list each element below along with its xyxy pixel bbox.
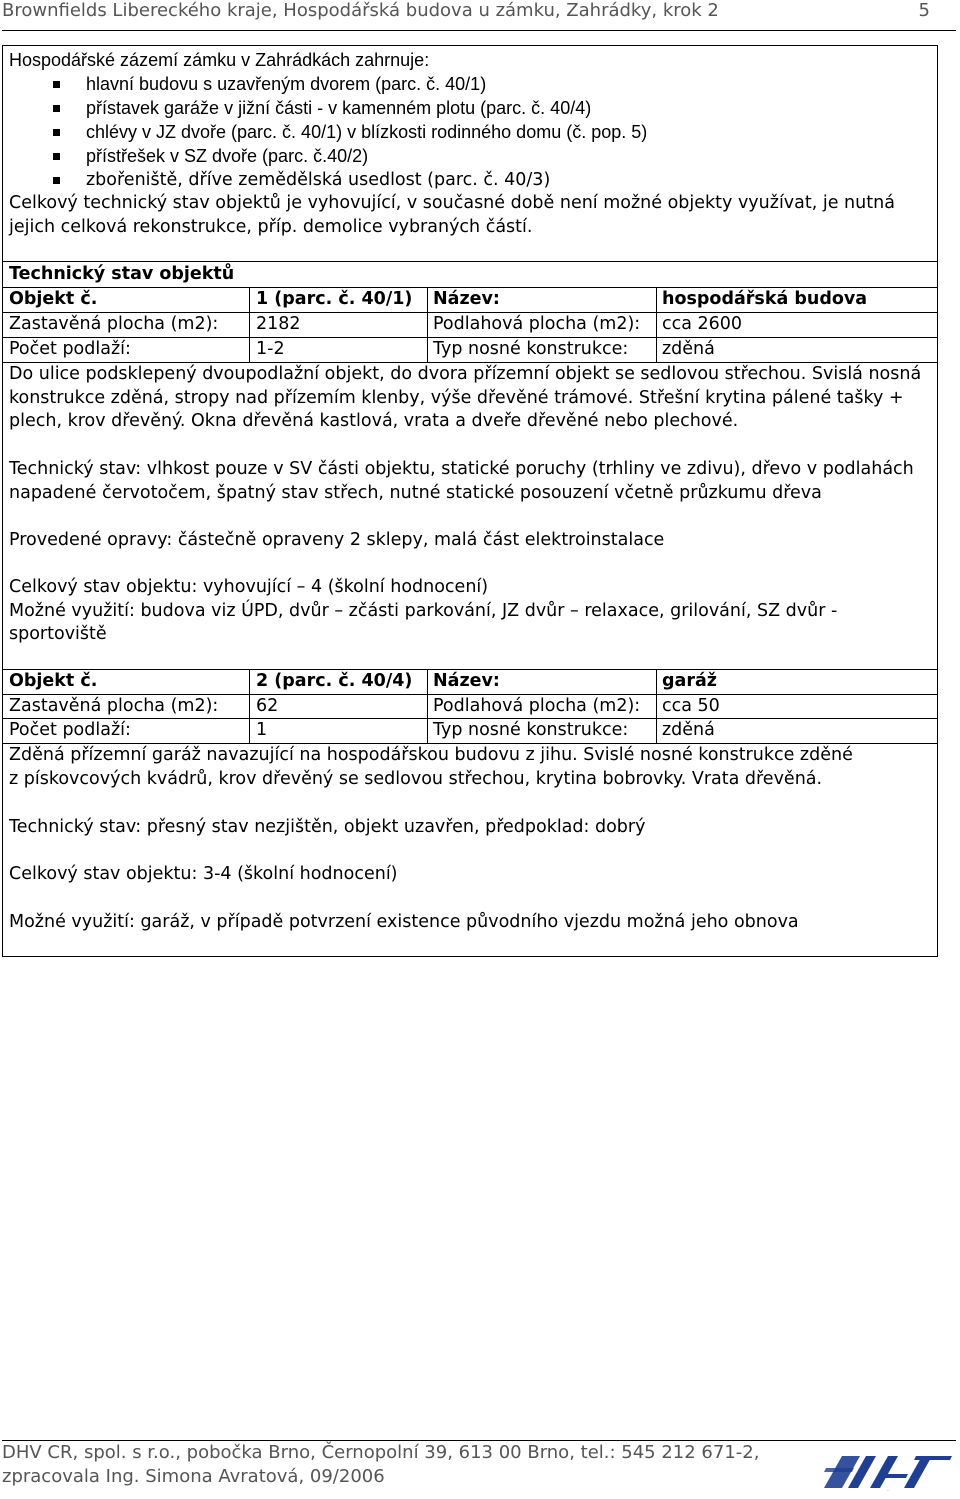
- built-area-label: Zastavěná plocha (m2):: [9, 696, 219, 716]
- divider: [3, 337, 937, 338]
- bullet-icon: [53, 105, 60, 112]
- object-1-description: Do ulice podsklepený dvoupodlažní objekt, do dvora přízemní objekt se sedlovou střechou. Svislá nosná konstrukce zděná, stropy nad přízemím klenby, výše dřevěné trámové. Střešní krytina pálené tašky + plech, krov dřevěný. Okna dřevěná kastlová, vrata a dveře dřevěné nebo plechové.: [9, 364, 922, 431]
- floors-value: 1: [256, 720, 268, 740]
- bullet-icon: [53, 177, 60, 184]
- object-2-usage: Možné využití: garáž, v případě potvrzení existence původního vjezdu možná jeho obnova: [9, 912, 799, 932]
- object-label: Objekt č.: [9, 671, 98, 691]
- header-title: Brownfields Libereckého kraje, Hospodářská budova u zámku, Zahrádky, krok 2: [2, 0, 719, 21]
- bullet-icon: [53, 153, 60, 160]
- footer-author: zpracovala Ing. Simona Avratová, 09/2006: [2, 1466, 385, 1487]
- structure-label: Typ nosné konstrukce:: [433, 720, 629, 740]
- footer-address: DHV CR, spol. s r.o., pobočka Brno, Černopolní 39, 613 00 Brno, tel.: 545 212 671-2,: [2, 1442, 760, 1463]
- built-area-label: Zastavěná plocha (m2):: [9, 314, 219, 334]
- bullet-icon: [53, 81, 60, 88]
- summary-line: Celkový technický stav objektů je vyhovující, v současné době není možné objekty využívat, je nutná: [9, 193, 895, 213]
- list-item: přístavek garáže v jižní části - v kamenném plotu (parc. č. 40/4): [86, 98, 591, 119]
- structure-value: zděná: [662, 339, 715, 359]
- floor-area-label: Podlahová plocha (m2):: [433, 314, 641, 334]
- logo-text: DHV: [887, 1491, 890, 1492]
- section-title: Technický stav objektů: [9, 264, 235, 284]
- list-item: chlévy v JZ dvoře (parc. č. 40/1) v blízkosti rodinného domu (č. pop. 5): [86, 122, 647, 143]
- bullet-icon: [53, 129, 60, 136]
- page-header: [2, 0, 956, 31]
- page-number: 5: [918, 0, 930, 21]
- divider: [3, 718, 937, 719]
- object-number: 2 (parc. č. 40/4): [256, 671, 413, 691]
- floor-area-label: Podlahová plocha (m2):: [433, 696, 641, 716]
- floor-area-value: cca 2600: [662, 314, 743, 334]
- name-label: Název:: [433, 289, 500, 309]
- content-frame: [2, 45, 938, 957]
- divider: [427, 287, 428, 362]
- floors-label: Počet podlaží:: [9, 339, 131, 359]
- object-name: garáž: [662, 671, 717, 691]
- intro-lead: Hospodářské zázemí zámku v Zahrádkách zahrnuje:: [9, 50, 430, 70]
- object-number: 1 (parc. č. 40/1): [256, 289, 413, 309]
- divider: [427, 669, 428, 743]
- page-footer: [2, 1440, 956, 1489]
- divider: [656, 669, 657, 743]
- divider: [3, 669, 937, 670]
- floor-area-value: cca 50: [662, 696, 720, 716]
- divider: [3, 261, 937, 262]
- divider: [3, 312, 937, 313]
- divider: [249, 287, 250, 362]
- divider: [3, 694, 937, 695]
- list-item: hlavní budovu s uzavřeným dvorem (parc. č. 40/1): [86, 74, 486, 95]
- built-area-value: 62: [256, 696, 279, 716]
- object-2-technical-state: Technický stav: přesný stav nezjištěn, objekt uzavřen, předpoklad: dobrý: [9, 817, 646, 837]
- object-1-technical-state: Technický stav: vlhkost pouze v SV části objektu, statické poruchy (trhliny ve zdivu), dřevo v podlahách napadené červotočem, špatný stav střech, nutné statické posouzení včetně průzkumu dřeva: [9, 459, 914, 503]
- object-1-repairs: Provedené opravy: částečně opraveny 2 sklepy, malá část elektroinstalace: [9, 530, 665, 550]
- list-item: zbořeniště, dříve zemědělská usedlost (parc. č. 40/3): [86, 170, 550, 190]
- intro-block: [3, 46, 937, 260]
- divider: [3, 287, 937, 288]
- object-1-overall: Celkový stav objektu: vyhovující – 4 (školní hodnocení) Možné využití: budova viz ÚPD, dvůr – zčásti parkování, JZ dvůr – relaxace, grilování, SZ dvůr - sportoviště: [9, 577, 838, 644]
- floors-value: 1-2: [256, 339, 285, 359]
- object-label: Objekt č.: [9, 289, 98, 309]
- object-2-description: Zděná přízemní garáž navazující na hospodářskou budovu z jihu. Svislé nosné konstrukce zděné z pískovcových kvádrů, krov dřevěný se sedlovou střechou, krytina bobrovky. Vrata dřevěná.: [9, 745, 853, 789]
- built-area-value: 2182: [256, 314, 301, 334]
- object-name: hospodářská budova: [662, 289, 868, 309]
- summary-line: jejich celková rekonstrukce, příp. demolice vybraných částí.: [9, 217, 533, 237]
- name-label: Název:: [433, 671, 500, 691]
- structure-label: Typ nosné konstrukce:: [433, 339, 629, 359]
- list-item: přístřešek v SZ dvoře (parc. č.40/2): [86, 146, 368, 167]
- object-2-overall: Celkový stav objektu: 3-4 (školní hodnocení): [9, 864, 398, 884]
- divider: [656, 287, 657, 362]
- divider: [249, 669, 250, 743]
- structure-value: zděná: [662, 720, 715, 740]
- dhv-logo-icon: [820, 1448, 955, 1492]
- floors-label: Počet podlaží:: [9, 720, 131, 740]
